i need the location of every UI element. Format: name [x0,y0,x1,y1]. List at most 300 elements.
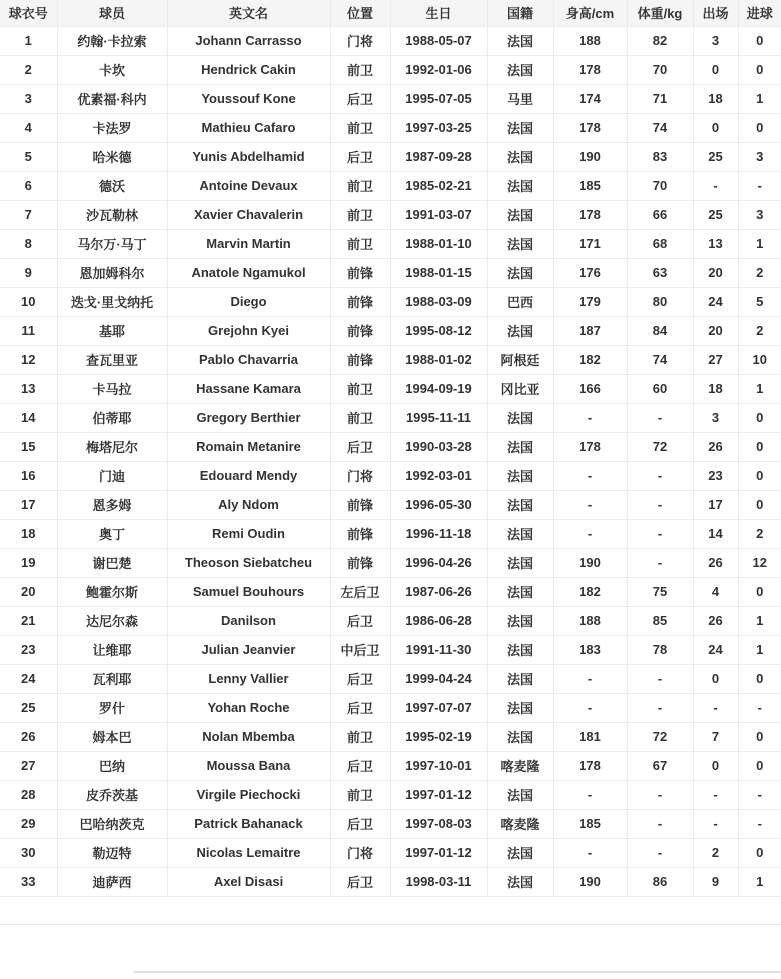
cell-goals: - [738,780,781,809]
cell-nationality: 法国 [487,722,553,751]
cell-english_name: Virgile Piechocki [167,780,330,809]
cell-jersey_number: 4 [0,113,57,142]
table-row [0,490,781,519]
table-row [0,809,781,838]
cell-jersey_number: 26 [0,722,57,751]
cell-birthday: 1996-04-26 [390,548,487,577]
cell-birthday: 1995-02-19 [390,722,487,751]
column-header-height_cm: 身高/cm [553,0,627,26]
table-row [0,722,781,751]
cell-english_name: Nolan Mbemba [167,722,330,751]
cell-jersey_number: 6 [0,171,57,200]
cell-player: 让维耶 [57,635,167,664]
cell-height_cm: 178 [553,55,627,84]
cell-jersey_number: 9 [0,258,57,287]
cell-english_name: Patrick Bahanack [167,809,330,838]
cell-goals: - [738,809,781,838]
cell-nationality: 阿根廷 [487,345,553,374]
cell-english_name: Mathieu Cafaro [167,113,330,142]
cell-jersey_number: 17 [0,490,57,519]
cell-birthday: 1997-10-01 [390,751,487,780]
cell-height_cm: 183 [553,635,627,664]
cell-birthday: 1994-09-19 [390,374,487,403]
cell-position: 前锋 [330,519,390,548]
cell-weight_kg: - [627,838,693,867]
table-row [0,84,781,113]
column-header-birthday: 生日 [390,0,487,26]
cell-english_name: Youssouf Kone [167,84,330,113]
cell-weight_kg: - [627,519,693,548]
cell-appearances: 0 [693,751,738,780]
cell-birthday: 1986-06-28 [390,606,487,635]
cell-height_cm: - [553,490,627,519]
cell-weight_kg: 83 [627,142,693,171]
cell-appearances: 0 [693,113,738,142]
cell-goals: 0 [738,461,781,490]
cell-goals: 0 [738,55,781,84]
table-row [0,200,781,229]
table-row [0,606,781,635]
cell-weight_kg: - [627,693,693,722]
cell-appearances: 24 [693,287,738,316]
cell-height_cm: 181 [553,722,627,751]
cell-weight_kg: 84 [627,316,693,345]
table-row [0,229,781,258]
cell-jersey_number: 14 [0,403,57,432]
cell-weight_kg: 66 [627,200,693,229]
cell-position: 前卫 [330,200,390,229]
cell-position: 后卫 [330,432,390,461]
table-row [0,461,781,490]
cell-position: 门将 [330,26,390,55]
cell-player: 奥丁 [57,519,167,548]
cell-height_cm: - [553,461,627,490]
cell-goals: 2 [738,258,781,287]
column-header-english_name: 英文名 [167,0,330,26]
column-header-player: 球员 [57,0,167,26]
cell-player: 恩加姆科尔 [57,258,167,287]
cell-goals: 3 [738,200,781,229]
cell-birthday: 1992-01-06 [390,55,487,84]
cell-appearances: - [693,693,738,722]
cell-height_cm: 188 [553,26,627,55]
cell-english_name: Hendrick Cakin [167,55,330,84]
cell-nationality: 马里 [487,84,553,113]
cell-position: 前锋 [330,258,390,287]
table-row [0,751,781,780]
cell-birthday: 1997-01-12 [390,838,487,867]
cell-position: 前锋 [330,287,390,316]
cell-goals: 1 [738,606,781,635]
cell-player: 约翰·卡拉索 [57,26,167,55]
cell-player: 卡法罗 [57,113,167,142]
table-row [0,548,781,577]
cell-english_name: Theoson Siebatcheu [167,548,330,577]
table-row [0,171,781,200]
cell-appearances: 26 [693,548,738,577]
table-row [0,693,781,722]
cell-jersey_number: 1 [0,26,57,55]
cell-nationality: 法国 [487,519,553,548]
table-row [0,287,781,316]
cell-appearances: 18 [693,374,738,403]
cell-weight_kg: 85 [627,606,693,635]
table-row [0,577,781,606]
cell-nationality: 法国 [487,635,553,664]
cell-nationality: 巴西 [487,287,553,316]
cell-jersey_number: 29 [0,809,57,838]
cell-position: 门将 [330,461,390,490]
cell-position: 前卫 [330,374,390,403]
cell-goals: 0 [738,113,781,142]
cell-height_cm: 178 [553,113,627,142]
cell-position: 后卫 [330,84,390,113]
cell-player: 门迪 [57,461,167,490]
bottom-section-divider [133,971,781,973]
cell-nationality: 法国 [487,693,553,722]
table-row [0,113,781,142]
cell-height_cm: 178 [553,432,627,461]
table-row [0,374,781,403]
cell-position: 前锋 [330,345,390,374]
cell-appearances: 17 [693,490,738,519]
table-row [0,55,781,84]
cell-appearances: 20 [693,316,738,345]
table-header-row [0,0,781,26]
table-footer-strip [0,897,781,925]
cell-nationality: 喀麦隆 [487,809,553,838]
cell-birthday: 1995-07-05 [390,84,487,113]
cell-weight_kg: - [627,780,693,809]
cell-position: 前卫 [330,171,390,200]
cell-weight_kg: 72 [627,722,693,751]
cell-birthday: 1997-08-03 [390,809,487,838]
cell-jersey_number: 33 [0,867,57,896]
cell-position: 前卫 [330,229,390,258]
cell-english_name: Antoine Devaux [167,171,330,200]
table-row [0,26,781,55]
cell-appearances: 9 [693,867,738,896]
cell-nationality: 法国 [487,490,553,519]
cell-birthday: 1987-06-26 [390,577,487,606]
table-row [0,316,781,345]
cell-birthday: 1997-07-07 [390,693,487,722]
cell-english_name: Gregory Berthier [167,403,330,432]
cell-birthday: 1988-01-10 [390,229,487,258]
cell-appearances: 3 [693,26,738,55]
cell-birthday: 1988-03-09 [390,287,487,316]
cell-appearances: 13 [693,229,738,258]
cell-birthday: 1996-11-18 [390,519,487,548]
cell-english_name: Xavier Chavalerin [167,200,330,229]
cell-nationality: 法国 [487,664,553,693]
cell-goals: 2 [738,316,781,345]
cell-weight_kg: 67 [627,751,693,780]
cell-goals: - [738,171,781,200]
cell-height_cm: 185 [553,171,627,200]
cell-nationality: 法国 [487,26,553,55]
cell-position: 前卫 [330,403,390,432]
cell-goals: 1 [738,84,781,113]
column-header-jersey_number: 球衣号 [0,0,57,26]
cell-height_cm: 185 [553,809,627,838]
cell-nationality: 喀麦隆 [487,751,553,780]
cell-appearances: 24 [693,635,738,664]
cell-jersey_number: 10 [0,287,57,316]
cell-nationality: 法国 [487,55,553,84]
cell-height_cm: - [553,664,627,693]
cell-nationality: 法国 [487,258,553,287]
cell-player: 谢巴楚 [57,548,167,577]
cell-appearances: 3 [693,403,738,432]
cell-birthday: 1996-05-30 [390,490,487,519]
cell-goals: 1 [738,635,781,664]
table-row [0,403,781,432]
cell-goals: 10 [738,345,781,374]
cell-height_cm: 190 [553,867,627,896]
cell-player: 卡坎 [57,55,167,84]
cell-player: 查瓦里亚 [57,345,167,374]
cell-weight_kg: 75 [627,577,693,606]
cell-birthday: 1988-01-02 [390,345,487,374]
cell-height_cm: - [553,693,627,722]
cell-position: 后卫 [330,606,390,635]
cell-position: 中后卫 [330,635,390,664]
cell-weight_kg: 70 [627,55,693,84]
cell-position: 前锋 [330,490,390,519]
cell-nationality: 法国 [487,461,553,490]
cell-weight_kg: - [627,490,693,519]
cell-birthday: 1992-03-01 [390,461,487,490]
cell-goals: 12 [738,548,781,577]
cell-player: 马尔万·马丁 [57,229,167,258]
cell-height_cm: 171 [553,229,627,258]
table-row [0,664,781,693]
cell-english_name: Axel Disasi [167,867,330,896]
cell-jersey_number: 16 [0,461,57,490]
cell-appearances: 20 [693,258,738,287]
cell-nationality: 法国 [487,142,553,171]
cell-height_cm: 182 [553,577,627,606]
cell-goals: - [738,693,781,722]
cell-weight_kg: 63 [627,258,693,287]
cell-height_cm: - [553,780,627,809]
cell-position: 后卫 [330,809,390,838]
cell-goals: 0 [738,490,781,519]
cell-position: 后卫 [330,693,390,722]
cell-nationality: 法国 [487,113,553,142]
cell-english_name: Yohan Roche [167,693,330,722]
cell-player: 迭戈·里戈纳托 [57,287,167,316]
cell-nationality: 法国 [487,200,553,229]
cell-position: 前卫 [330,55,390,84]
cell-player: 勒迈特 [57,838,167,867]
cell-appearances: 7 [693,722,738,751]
cell-jersey_number: 12 [0,345,57,374]
cell-nationality: 法国 [487,403,553,432]
cell-goals: 3 [738,142,781,171]
cell-weight_kg: 78 [627,635,693,664]
cell-jersey_number: 28 [0,780,57,809]
table-row [0,838,781,867]
cell-player: 优素福·科内 [57,84,167,113]
cell-birthday: 1990-03-28 [390,432,487,461]
cell-appearances: 25 [693,142,738,171]
cell-weight_kg: 70 [627,171,693,200]
cell-goals: 0 [738,722,781,751]
cell-english_name: Edouard Mendy [167,461,330,490]
cell-appearances: - [693,809,738,838]
cell-player: 哈米德 [57,142,167,171]
cell-player: 姆本巴 [57,722,167,751]
cell-player: 伯蒂耶 [57,403,167,432]
cell-player: 巴哈纳茨克 [57,809,167,838]
cell-english_name: Lenny Vallier [167,664,330,693]
cell-height_cm: 188 [553,606,627,635]
cell-height_cm: 190 [553,548,627,577]
cell-goals: 0 [738,432,781,461]
cell-nationality: 法国 [487,780,553,809]
cell-english_name: Remi Oudin [167,519,330,548]
cell-height_cm: 178 [553,200,627,229]
cell-jersey_number: 27 [0,751,57,780]
cell-player: 恩多姆 [57,490,167,519]
cell-birthday: 1987-09-28 [390,142,487,171]
cell-goals: 0 [738,403,781,432]
cell-position: 后卫 [330,664,390,693]
cell-nationality: 法国 [487,316,553,345]
cell-english_name: Romain Metanire [167,432,330,461]
cell-birthday: 1991-03-07 [390,200,487,229]
cell-jersey_number: 15 [0,432,57,461]
cell-player: 达尼尔森 [57,606,167,635]
cell-nationality: 法国 [487,432,553,461]
cell-appearances: 14 [693,519,738,548]
table-row [0,867,781,896]
cell-player: 德沃 [57,171,167,200]
cell-height_cm: 176 [553,258,627,287]
cell-english_name: Nicolas Lemaitre [167,838,330,867]
cell-goals: 0 [738,751,781,780]
cell-jersey_number: 18 [0,519,57,548]
cell-english_name: Aly Ndom [167,490,330,519]
cell-birthday: 1997-01-12 [390,780,487,809]
cell-jersey_number: 20 [0,577,57,606]
cell-weight_kg: - [627,809,693,838]
cell-jersey_number: 21 [0,606,57,635]
cell-height_cm: 187 [553,316,627,345]
cell-jersey_number: 13 [0,374,57,403]
cell-birthday: 1995-08-12 [390,316,487,345]
cell-english_name: Yunis Abdelhamid [167,142,330,171]
cell-english_name: Grejohn Kyei [167,316,330,345]
cell-english_name: Moussa Bana [167,751,330,780]
cell-birthday: 1988-01-15 [390,258,487,287]
cell-weight_kg: 68 [627,229,693,258]
cell-player: 迪萨西 [57,867,167,896]
cell-birthday: 1985-02-21 [390,171,487,200]
cell-height_cm: - [553,403,627,432]
cell-appearances: 0 [693,55,738,84]
table-row [0,258,781,287]
column-header-weight_kg: 体重/kg [627,0,693,26]
cell-jersey_number: 8 [0,229,57,258]
cell-english_name: Samuel Bouhours [167,577,330,606]
cell-weight_kg: - [627,403,693,432]
cell-nationality: 法国 [487,229,553,258]
table-row [0,142,781,171]
cell-english_name: Julian Jeanvier [167,635,330,664]
cell-height_cm: 174 [553,84,627,113]
cell-height_cm: 182 [553,345,627,374]
cell-appearances: 2 [693,838,738,867]
cell-height_cm: - [553,838,627,867]
cell-player: 基耶 [57,316,167,345]
cell-position: 后卫 [330,751,390,780]
table-row [0,345,781,374]
cell-position: 前卫 [330,780,390,809]
table-row [0,519,781,548]
cell-appearances: 4 [693,577,738,606]
cell-birthday: 1998-03-11 [390,867,487,896]
cell-english_name: Hassane Kamara [167,374,330,403]
cell-jersey_number: 11 [0,316,57,345]
cell-birthday: 1995-11-11 [390,403,487,432]
cell-nationality: 法国 [487,171,553,200]
cell-height_cm: 190 [553,142,627,171]
cell-weight_kg: 82 [627,26,693,55]
column-header-goals: 进球 [738,0,781,26]
cell-goals: 0 [738,577,781,606]
cell-weight_kg: - [627,664,693,693]
cell-birthday: 1988-05-07 [390,26,487,55]
cell-height_cm: 178 [553,751,627,780]
cell-player: 皮乔茨基 [57,780,167,809]
cell-jersey_number: 30 [0,838,57,867]
cell-weight_kg: - [627,548,693,577]
cell-position: 前卫 [330,722,390,751]
cell-nationality: 法国 [487,867,553,896]
cell-english_name: Anatole Ngamukol [167,258,330,287]
cell-position: 左后卫 [330,577,390,606]
cell-goals: 2 [738,519,781,548]
cell-english_name: Pablo Chavarria [167,345,330,374]
cell-position: 前锋 [330,316,390,345]
cell-weight_kg: 71 [627,84,693,113]
cell-goals: 1 [738,229,781,258]
cell-birthday: 1997-03-25 [390,113,487,142]
cell-goals: 0 [738,664,781,693]
cell-appearances: 26 [693,606,738,635]
cell-appearances: 25 [693,200,738,229]
table-row [0,432,781,461]
cell-english_name: Marvin Martin [167,229,330,258]
table-row [0,635,781,664]
cell-appearances: - [693,780,738,809]
cell-jersey_number: 7 [0,200,57,229]
cell-jersey_number: 19 [0,548,57,577]
cell-nationality: 冈比亚 [487,374,553,403]
cell-height_cm: 166 [553,374,627,403]
cell-jersey_number: 24 [0,664,57,693]
cell-appearances: 23 [693,461,738,490]
cell-weight_kg: - [627,461,693,490]
cell-nationality: 法国 [487,606,553,635]
cell-height_cm: - [553,519,627,548]
cell-weight_kg: 74 [627,345,693,374]
cell-english_name: Diego [167,287,330,316]
cell-weight_kg: 60 [627,374,693,403]
